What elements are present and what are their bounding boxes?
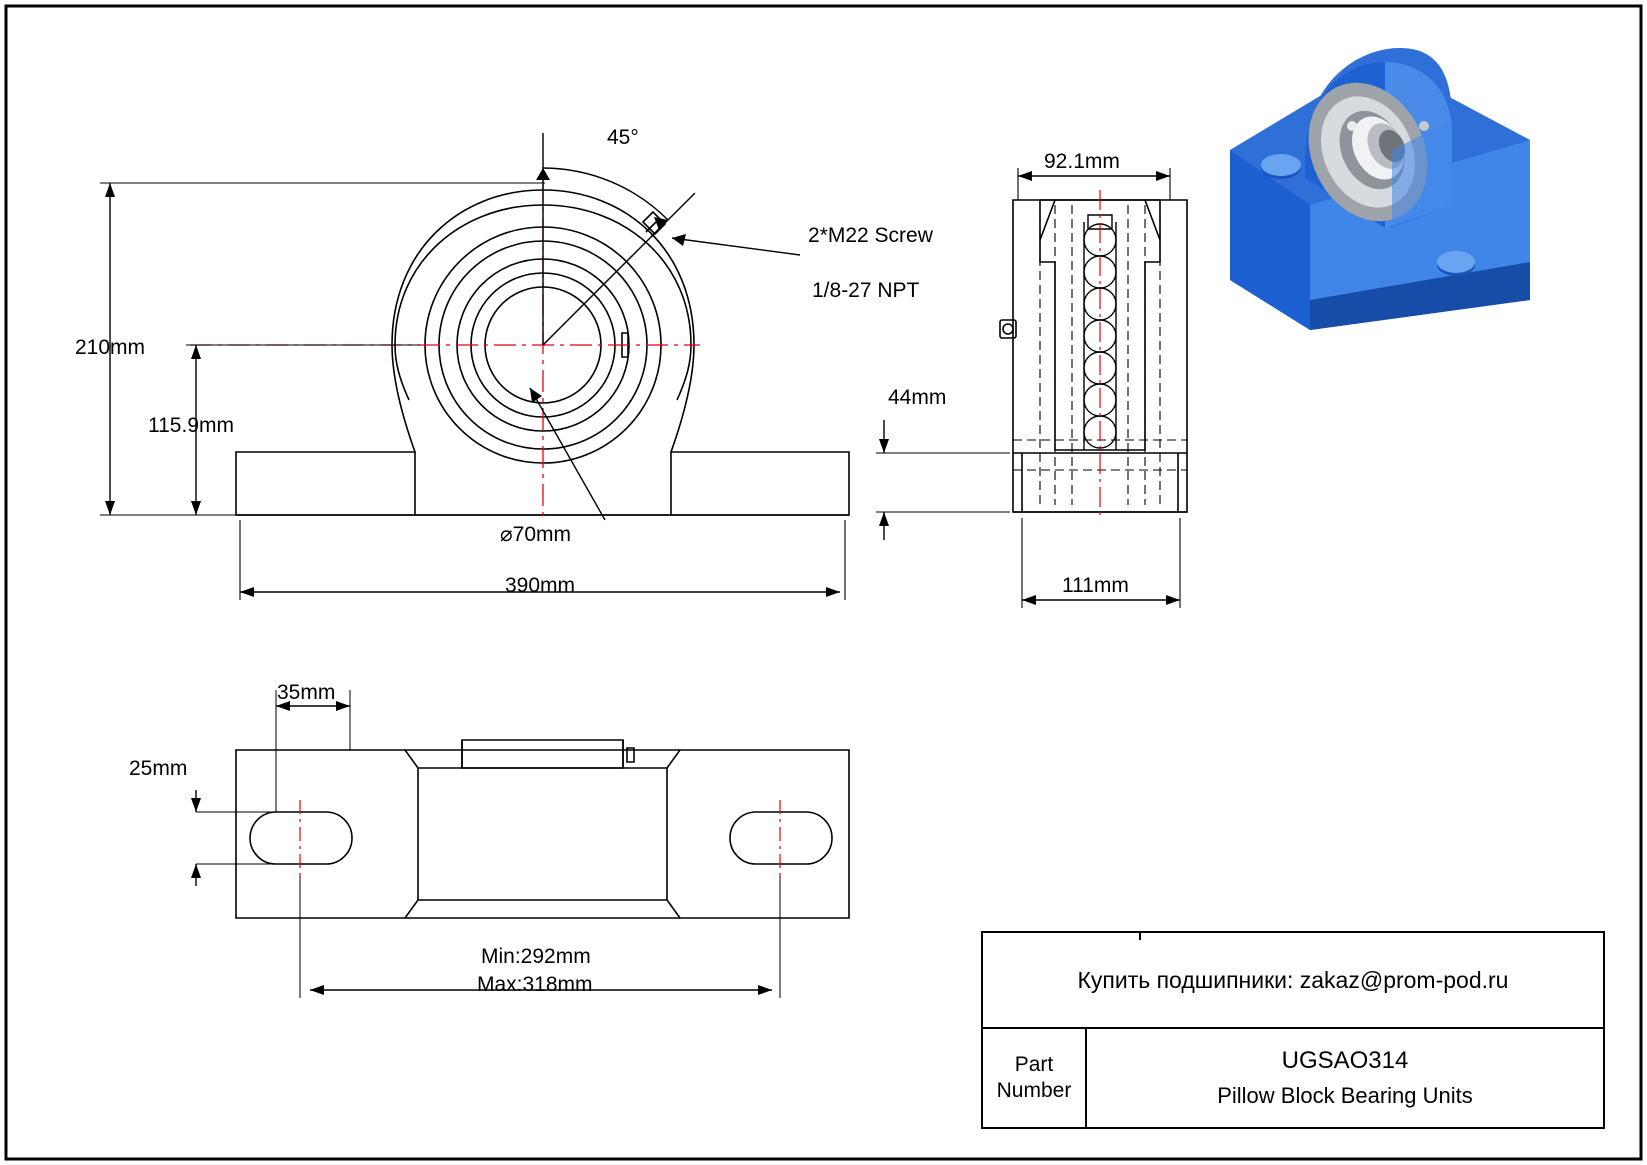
part-label-line2: Number: [996, 1079, 1072, 1102]
front-view-centerlines: [190, 180, 700, 520]
part-label-line1: Part: [1014, 1052, 1054, 1076]
label-screw-note: 2*M22 Screw: [808, 224, 933, 247]
label-slot-width-35: 35mm: [277, 681, 336, 704]
label-overall-length-390: 390mm: [505, 574, 576, 597]
title-block-contact: [982, 932, 1604, 1028]
label-npt-note: 1/8-27 NPT: [812, 279, 920, 302]
product-type-value: Pillow Block Bearing Units: [1217, 1083, 1473, 1109]
label-height-210: 210mm: [75, 336, 146, 359]
leader-npt: [672, 234, 800, 255]
top-view-centerlines: [300, 800, 780, 876]
dimension-44mm: [876, 420, 1010, 540]
label-bolt-spacing-max: Max:318mm: [477, 973, 593, 996]
leader-bore-dia: [530, 388, 605, 520]
label-edge-distance-25: 25mm: [129, 757, 188, 780]
title-block-part-value: [1086, 1028, 1604, 1128]
pillow-block-3d-render: [1230, 48, 1530, 330]
angle-dimension-45: [536, 133, 695, 345]
label-base-height-44: 44mm: [888, 386, 947, 409]
label-center-height-115-9: 115.9mm: [148, 414, 234, 437]
dimension-25mm: [191, 790, 201, 886]
top-view-projection-lines: [196, 690, 350, 864]
top-view-geometry: [236, 740, 849, 918]
label-base-width-111: 111mm: [1062, 574, 1129, 597]
part-number-value: UGSAO314: [1281, 1047, 1409, 1075]
title-block-part-label: [982, 1028, 1086, 1128]
label-bore-diameter: ⌀70mm: [500, 523, 571, 546]
label-bolt-spacing-min: Min:292mm: [481, 945, 591, 968]
dimension-210mm: [100, 183, 545, 515]
label-width-92-1: 92.1mm: [1044, 150, 1120, 173]
label-angle-45: 45°: [607, 126, 639, 149]
contact-text: Купить подшипники: zakaz@prom-pod.ru: [1077, 966, 1509, 993]
